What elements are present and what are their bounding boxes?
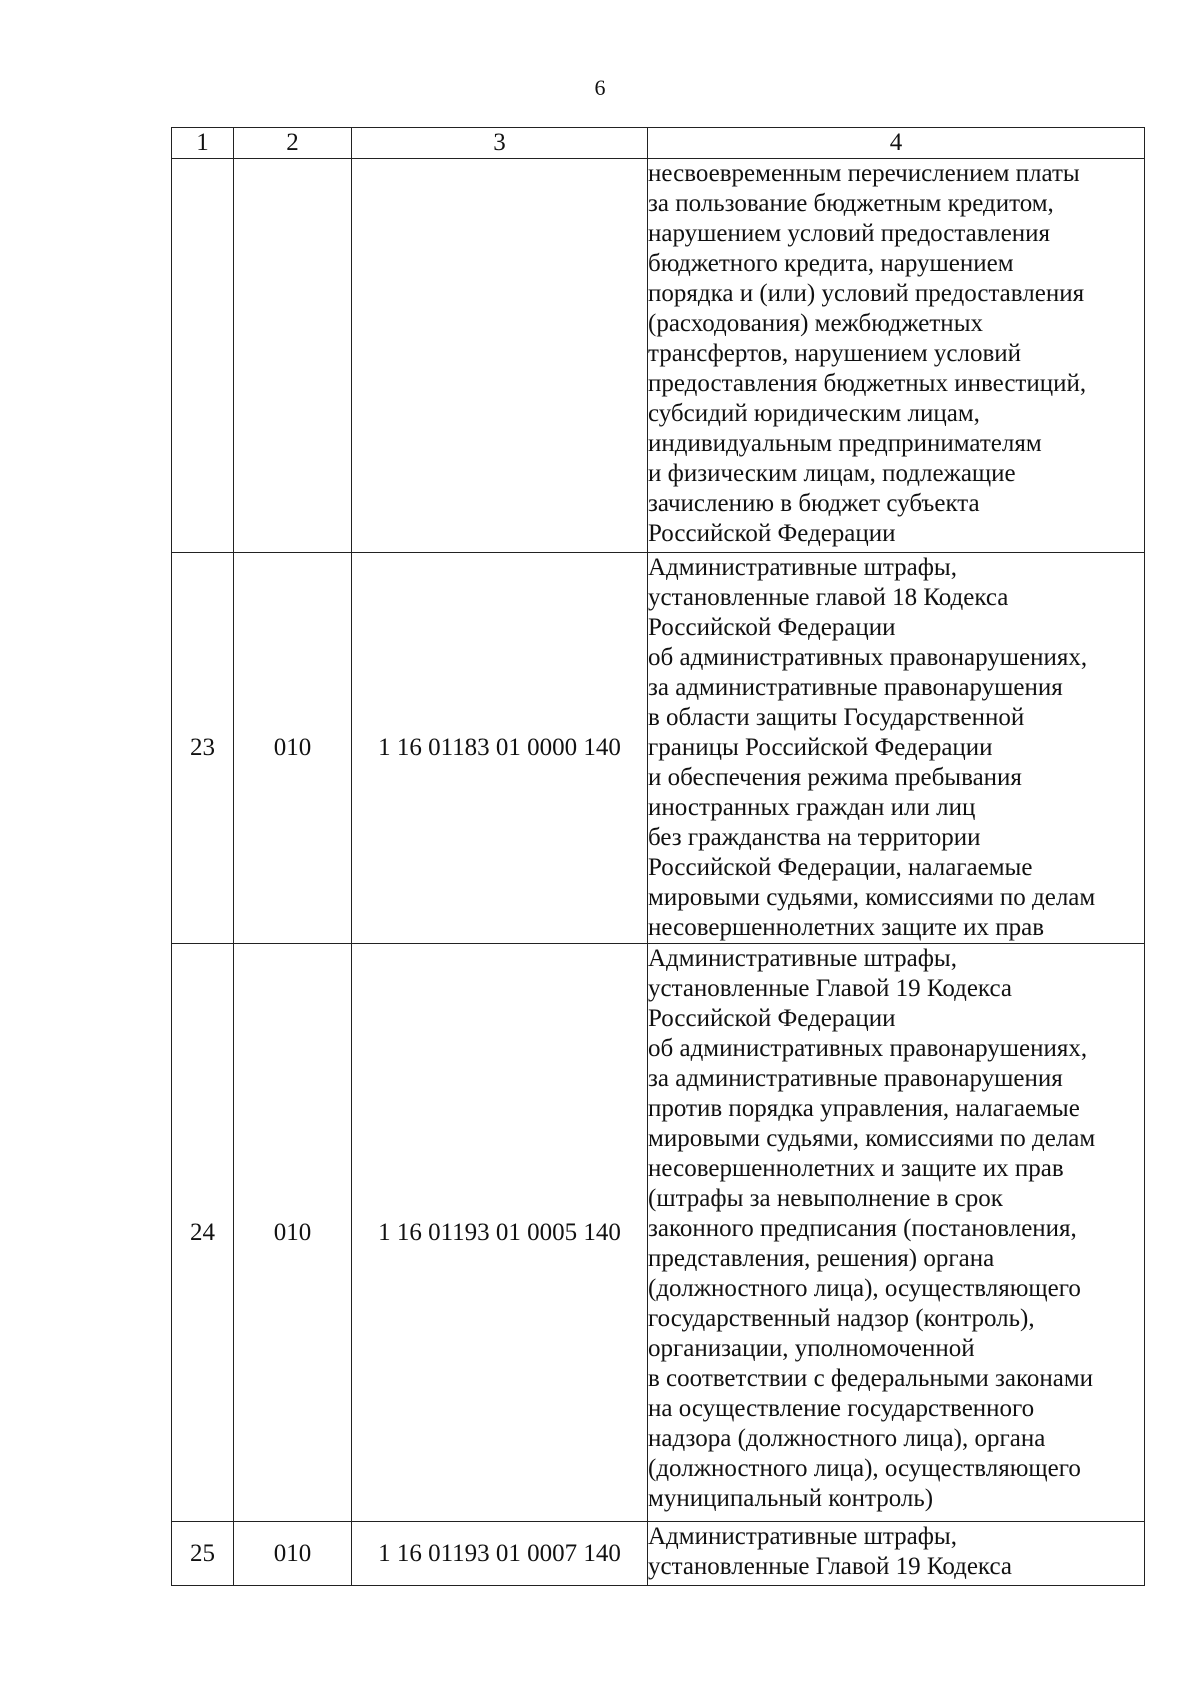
page-number: 6	[594, 75, 606, 100]
description-line: Российской Федерации	[648, 520, 896, 547]
description-line: муниципальный контроль)	[648, 1485, 934, 1512]
description-line: установленные Главой 19 Кодекса	[648, 975, 1012, 1002]
table-header-row	[172, 128, 1145, 159]
description-line: Российской Федерации, налагаемые	[648, 854, 1033, 881]
description-line: за административные правонарушения	[648, 1065, 1063, 1092]
description-line: субсидий юридическим лицам,	[648, 400, 980, 427]
description-cell	[648, 159, 1145, 553]
table-row-continuation	[172, 159, 1145, 553]
description-line: на осуществление государственного	[648, 1395, 1035, 1422]
description-cell	[648, 944, 1145, 1522]
budget-code-cell: 1 16 01183 01 0000 140	[352, 553, 648, 944]
admin-code-cell: 010	[234, 553, 352, 944]
budget-code-cell: 1 16 01193 01 0007 140	[352, 1522, 648, 1586]
column-header-2: 2	[234, 128, 352, 159]
row-number-cell: 25	[172, 1522, 234, 1586]
column-header-4: 4	[648, 128, 1145, 159]
description-line: организации, уполномоченной	[648, 1335, 975, 1362]
description-cell	[648, 553, 1145, 944]
budget-code-cell	[352, 159, 648, 553]
description-line: установленные главой 18 Кодекса	[648, 584, 1009, 611]
description-line: (расходования) межбюджетных	[648, 310, 983, 337]
revenue-codes-table	[171, 127, 1145, 1586]
description-line: иностранных граждан или лиц	[648, 794, 976, 821]
description-line: Административные штрафы,	[648, 554, 957, 581]
description-line: бюджетного кредита, нарушением	[648, 250, 1014, 277]
description-line: об административных правонарушениях,	[648, 1035, 1088, 1062]
description-line: предоставления бюджетных инвестиций,	[648, 370, 1087, 397]
description-line: порядка и (или) условий предоставления	[648, 280, 1085, 307]
admin-code-cell: 010	[234, 944, 352, 1522]
admin-code-cell	[234, 159, 352, 553]
description-line: (должностного лица), осуществляющего	[648, 1455, 1081, 1482]
description-line: и физическим лицам, подлежащие	[648, 460, 1016, 487]
column-header-3: 3	[352, 128, 648, 159]
description-line: об административных правонарушениях,	[648, 644, 1088, 671]
description-line: представления, решения) органа	[648, 1245, 995, 1272]
description-line: и обеспечения режима пребывания	[648, 764, 1022, 791]
description-line: против порядка управления, налагаемые	[648, 1095, 1080, 1122]
description-line: Административные штрафы,	[648, 1523, 957, 1550]
description-line: Административные штрафы,	[648, 945, 957, 972]
description-line: зачислению в бюджет субъекта	[648, 490, 980, 517]
row-number-cell: 24	[172, 944, 234, 1522]
description-line: (штрафы за невыполнение в срок	[648, 1185, 1003, 1212]
description-cell	[648, 1522, 1145, 1586]
admin-code-cell: 010	[234, 1522, 352, 1586]
description-line: несовершеннолетних и защите их прав	[648, 1155, 1064, 1182]
description-line: несвоевременным перечислением платы	[648, 160, 1080, 187]
description-line: Российской Федерации	[648, 614, 896, 641]
description-line: за административные правонарушения	[648, 674, 1063, 701]
row-number-cell: 23	[172, 553, 234, 944]
table-row-23	[172, 553, 1145, 944]
description-line: надзора (должностного лица), органа	[648, 1425, 1046, 1452]
description-line: границы Российской Федерации	[648, 734, 993, 761]
table-row-25	[172, 1522, 1145, 1586]
budget-code-cell: 1 16 01193 01 0005 140	[352, 944, 648, 1522]
row-number-cell	[172, 159, 234, 553]
description-line: за пользование бюджетным кредитом,	[648, 190, 1054, 217]
description-line: государственный надзор (контроль),	[648, 1305, 1035, 1332]
description-line: (должностного лица), осуществляющего	[648, 1275, 1081, 1302]
description-line: установленные Главой 19 Кодекса	[648, 1553, 1012, 1580]
description-line: мировыми судьями, комиссиями по делам	[648, 1125, 1096, 1152]
description-line: Российской Федерации	[648, 1005, 896, 1032]
column-header-1: 1	[172, 128, 234, 159]
description-line: в области защиты Государственной	[648, 704, 1025, 731]
description-line: в соответствии с федеральными законами	[648, 1365, 1094, 1392]
description-line: трансфертов, нарушением условий	[648, 340, 1022, 367]
description-line: без гражданства на территории	[648, 824, 981, 851]
description-line: несовершеннолетних защите их прав	[648, 914, 1045, 941]
description-line: законного предписания (постановления,	[648, 1215, 1077, 1242]
description-line: нарушением условий предоставления	[648, 220, 1051, 247]
description-line: мировыми судьями, комиссиями по делам	[648, 884, 1096, 911]
description-line: индивидуальным предпринимателям	[648, 430, 1042, 457]
table-row-24	[172, 944, 1145, 1522]
